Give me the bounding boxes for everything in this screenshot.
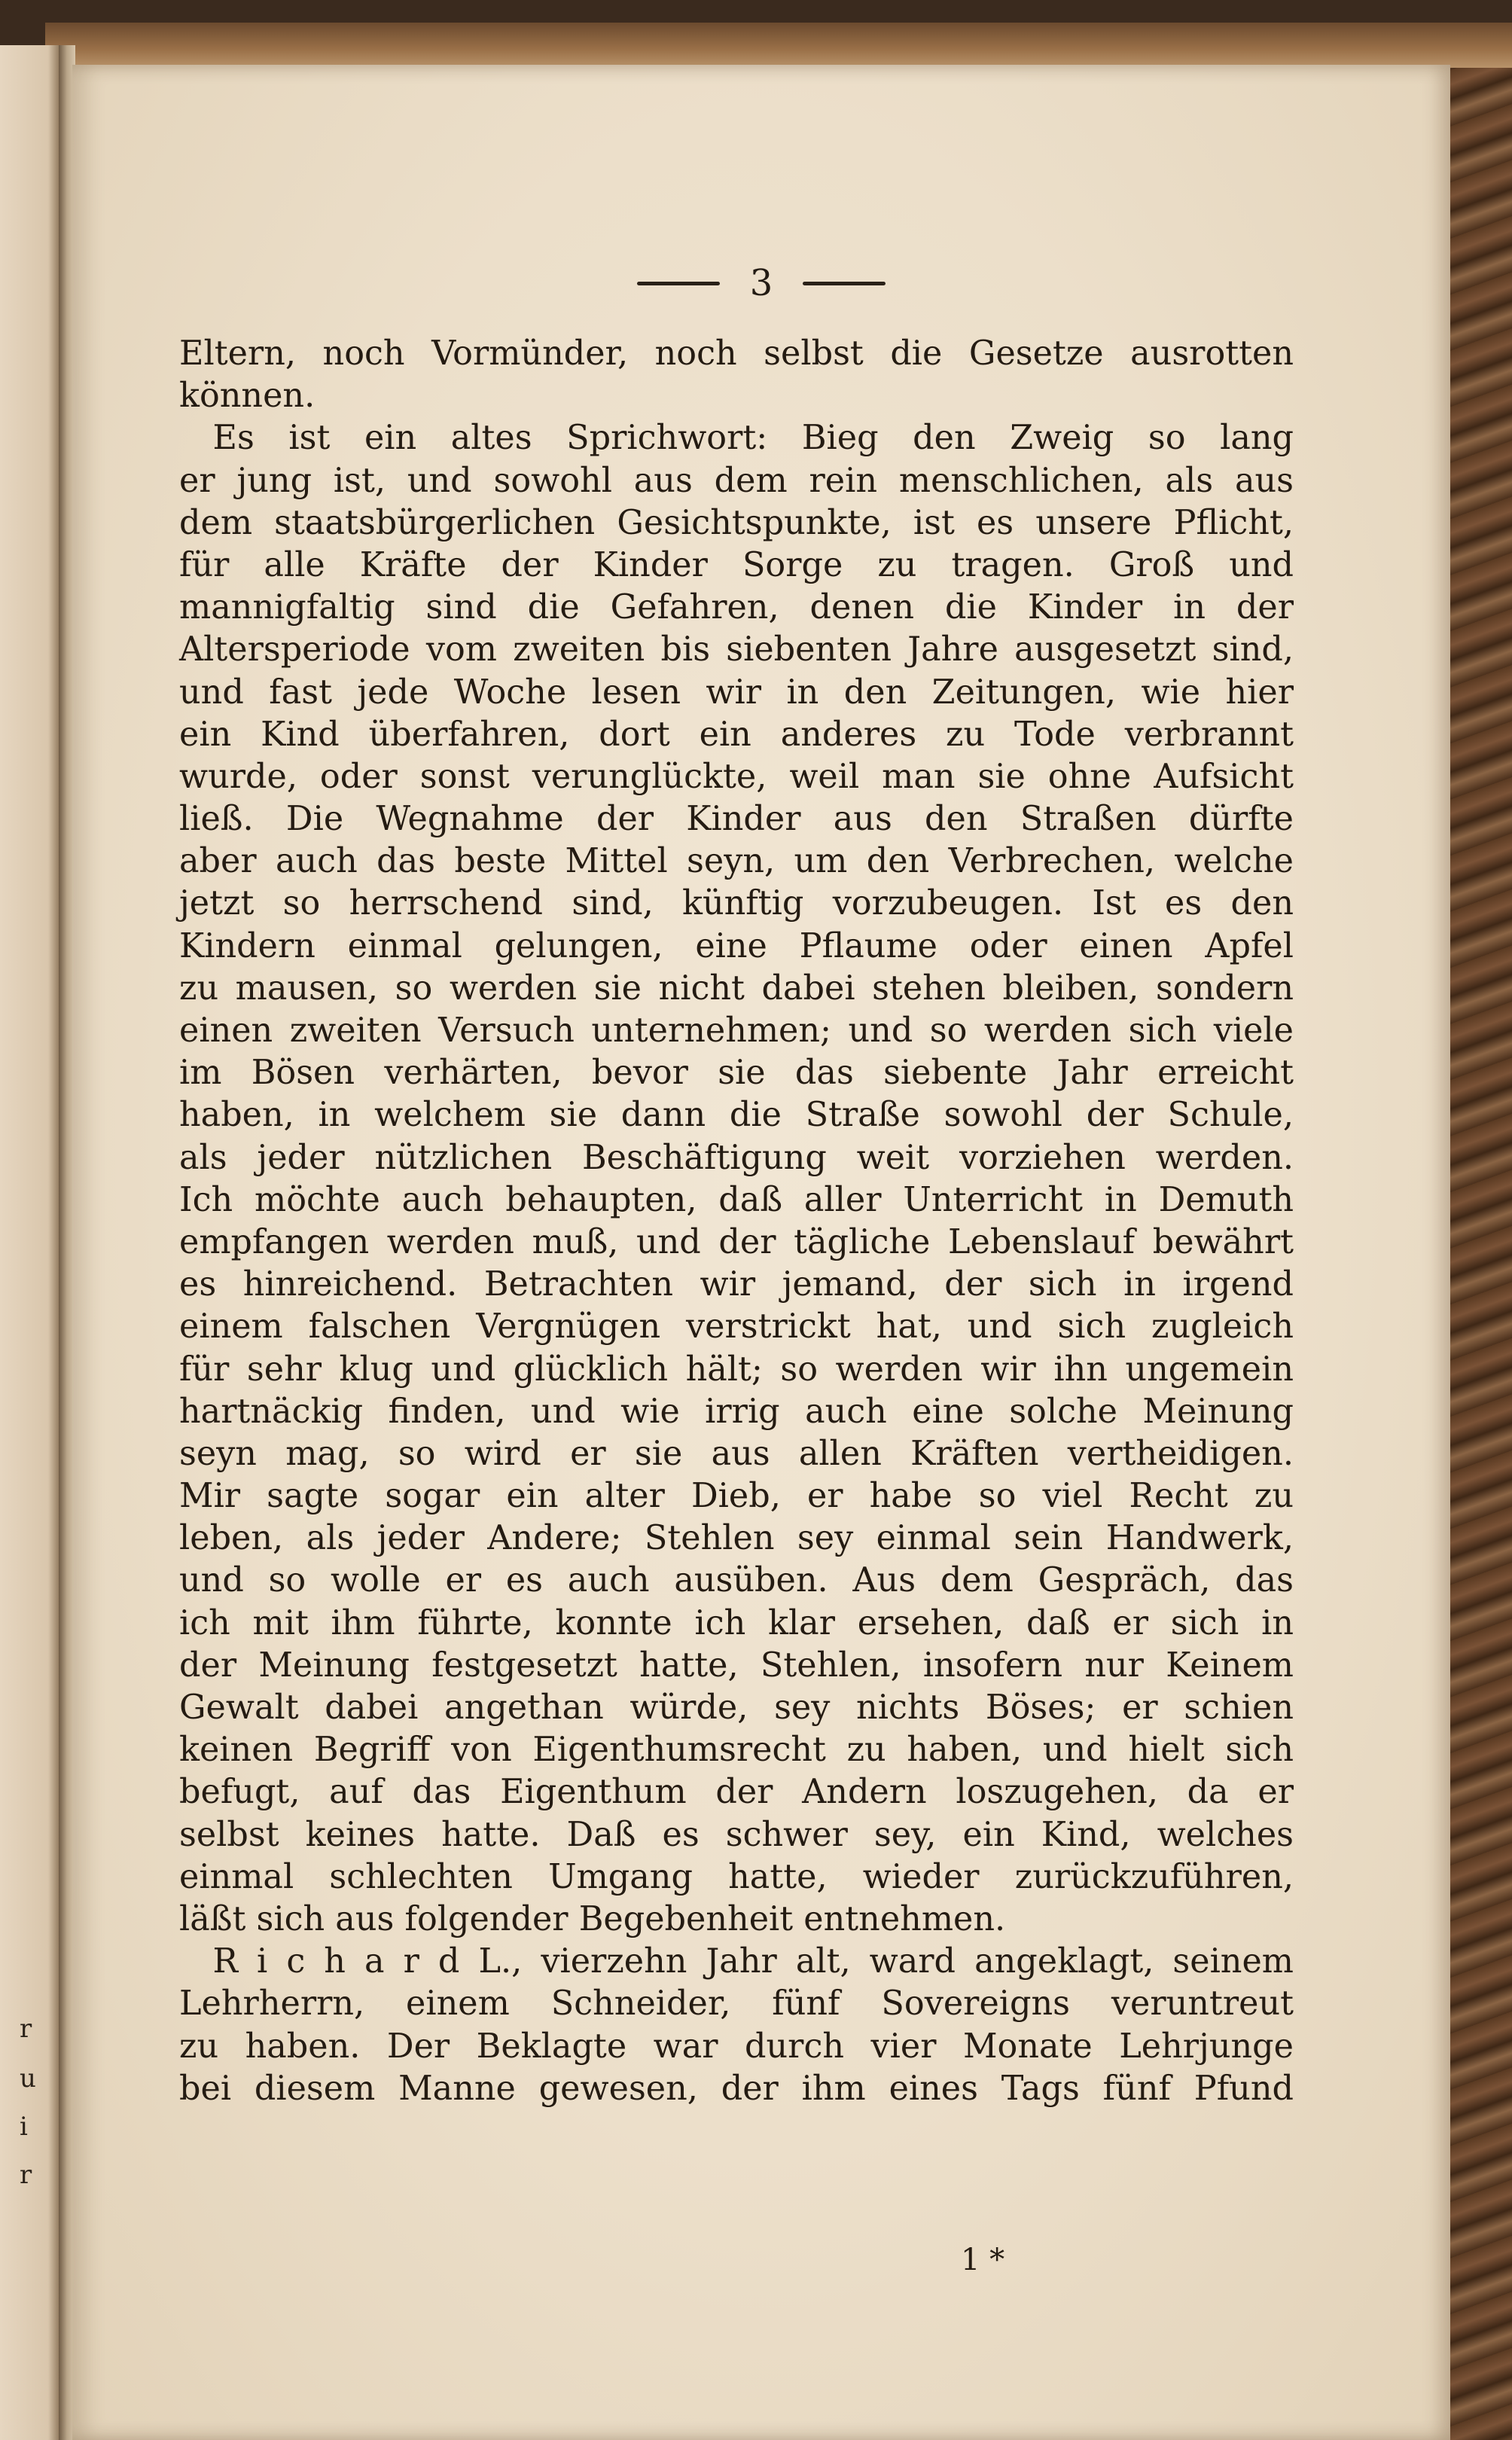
text-line: empfangen werden muß, und der tägliche Lebenslauf bewährt: [179, 1222, 1294, 1261]
left-page-letter: u: [20, 2063, 36, 2094]
text-line: Eltern, noch Vormünder, noch selbst die Gesetze ausrotten: [179, 334, 1294, 373]
text-line: ließ. Die Wegnahme der Kinder aus den Straßen dürfte: [179, 800, 1294, 839]
left-page-letter: r: [20, 2014, 32, 2044]
text-line: bei diesem Manne gewesen, der ihm eines Tags fünf Pfund: [179, 2069, 1294, 2108]
text-line: und fast jede Woche lesen wir in den Zeitungen, wie hier: [179, 673, 1294, 712]
text-line: und so wolle er es auch ausüben. Aus dem Gespräch, das: [179, 1561, 1294, 1600]
text-line: im Bösen verhärten, bevor sie das siebente Jahr erreicht: [179, 1054, 1294, 1093]
text-line: Gewalt dabei angethan würde, sey nichts Böses; er schien: [179, 1688, 1294, 1727]
text-line: befugt, auf das Eigenthum der Andern loszugehen, da er: [179, 1773, 1294, 1812]
text-line: Lehrherrn, einem Schneider, fünf Sovereigns veruntreut: [179, 1984, 1294, 2024]
text-line: seyn mag, so wird er sie aus allen Kräften vertheidigen.: [179, 1434, 1294, 1473]
text-line: ich mit ihm führte, konnte ich klar ersehen, daß er sich in: [179, 1603, 1294, 1642]
text-line: jetzt so herrschend sind, künftig vorzubeugen. Ist es den: [179, 884, 1294, 923]
left-facing-page: [0, 45, 60, 2440]
text-line: selbst keines hatte. Daß es schwer sey, ein Kind, welches: [179, 1815, 1294, 1854]
text-line: Altersperiode vom zweiten bis siebenten Jahre ausgesetzt sind,: [179, 630, 1294, 669]
page-header: [72, 262, 1450, 307]
text-line: leben, als jeder Andere; Stehlen sey einmal sein Handwerk,: [179, 1519, 1294, 1558]
text-line: Kindern einmal gelungen, eine Pflaume oder einen Apfel: [179, 926, 1294, 965]
header-rule-left: [637, 282, 720, 285]
text-line: mannigfaltig sind die Gefahren, denen die Kinder in der: [179, 588, 1294, 627]
text-line: Mir sagte sogar ein alter Dieb, er habe so viel Recht zu: [179, 1477, 1294, 1516]
text-line: Es ist ein altes Sprichwort: Bieg den Zweig so lang: [179, 419, 1294, 458]
text-line: haben, in welchem sie dann die Straße sowohl der Schule,: [179, 1096, 1294, 1135]
text-line: einen zweiten Versuch unternehmen; und so werden sich viele: [179, 1011, 1294, 1050]
text-line: R i c h a r d L., vierzehn Jahr alt, ward angeklagt, seinem: [179, 1942, 1294, 1981]
text-line: zu mausen, so werden sie nicht dabei stehen bleiben, sondern: [179, 968, 1294, 1008]
book-page: [72, 65, 1450, 2440]
text-line: für alle Kräfte der Kinder Sorge zu tragen. Groß und: [179, 545, 1294, 584]
board-top-edge: [45, 23, 1512, 68]
left-page-letter: r: [20, 2160, 32, 2190]
text-line: hartnäckig finden, und wie irrig auch eine solche Meinung: [179, 1392, 1294, 1431]
text-line: läßt sich aus folgender Begebenheit entnehmen.: [179, 1899, 1006, 1938]
body-text: [179, 333, 1294, 2110]
text-line: es hinreichend. Betrachten wir jemand, der sich in irgend: [179, 1265, 1294, 1304]
text-line: zu haben. Der Beklagte war durch vier Monate Lehrjunge: [179, 2027, 1294, 2066]
left-page-letter: i: [20, 2112, 28, 2142]
text-line: einem falschen Vergnügen verstrickt hat, und sich zugleich: [179, 1307, 1294, 1347]
text-line: einmal schlechten Umgang hatte, wieder zurückzuführen,: [179, 1857, 1294, 1896]
text-line: als jeder nützlichen Beschäftigung weit vorziehen werden.: [179, 1138, 1294, 1177]
header-rule-right: [803, 282, 886, 285]
text-line: ein Kind überfahren, dort ein anderes zu Tode verbrannt: [179, 715, 1294, 754]
text-line: Ich möchte auch behaupten, daß aller Unterricht in Demuth: [179, 1180, 1294, 1219]
page-number: 3: [749, 262, 773, 304]
text-line: wurde, oder sonst verunglückte, weil man sie ohne Aufsicht: [179, 757, 1294, 796]
text-line: können.: [179, 377, 316, 416]
text-line: dem staatsbürgerlichen Gesichtspunkte, ist es unsere Pflicht,: [179, 503, 1294, 542]
text-line: keinen Begriff von Eigenthumsrecht zu haben, und hielt sich: [179, 1731, 1294, 1770]
text-line: aber auch das beste Mittel seyn, um den Verbrechen, welche: [179, 842, 1294, 881]
text-line: für sehr klug und glücklich hält; so werden wir ihn ungemein: [179, 1350, 1294, 1389]
signature-mark: 1 *: [961, 2243, 1005, 2277]
text-line: der Meinung festgesetzt hatte, Stehlen, insofern nur Keinem: [179, 1645, 1294, 1685]
text-line: er jung ist, und sowohl aus dem rein menschlichen, als aus: [179, 461, 1294, 500]
